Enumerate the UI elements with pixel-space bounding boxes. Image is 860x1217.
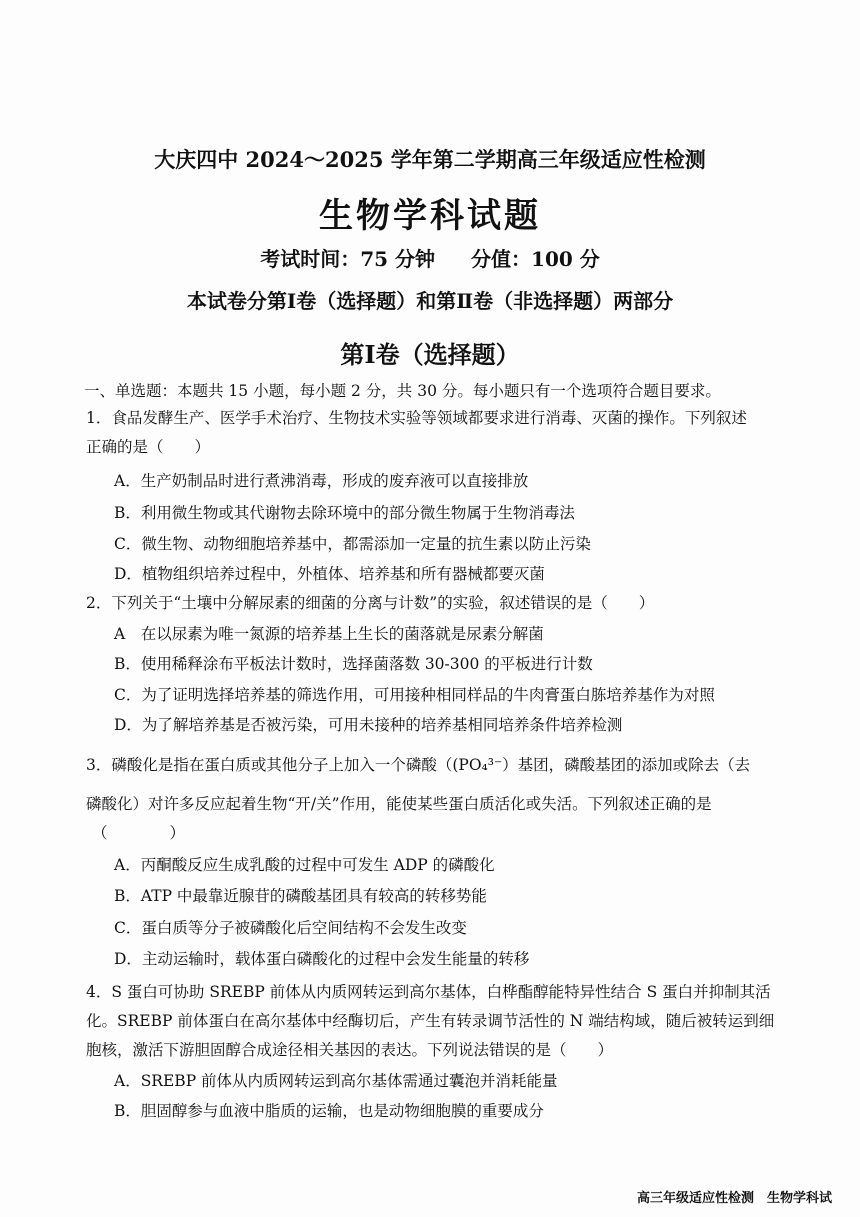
question-3-stem-line-2: 磷酸化）对许多反应起着生物“开/关”作用，能使某些蛋白质活化或失活。下列叙述正确的是 [86, 795, 712, 813]
question-1-option-a: A．生产奶制品时进行煮沸消毒，形成的废弃液可以直接排放 [114, 472, 529, 490]
question-2-stem-line-1: 2．下列关于“土壤中分解尿素的细菌的分离与计数”的实验，叙述错误的是（ ） [86, 594, 655, 612]
question-4-option-b: B．胆固醇参与血液中脂质的运输，也是动物细胞膜的重要成分 [114, 1102, 544, 1120]
question-3-stem-line-1: 3．磷酸化是指在蛋白质或其他分子上加入一个磷酸（(PO₄³⁻）基团，磷酸基团的添加或除去（去 [86, 756, 751, 774]
exam-score: 分值：100 分 [471, 247, 600, 271]
question-1-option-d: D．植物组织培养过程中，外植体、培养基和所有器械都要灭菌 [114, 565, 545, 583]
question-4-stem-line-3: 胞核，激活下游胆固醇合成途径相关基因的表达。下列说法错误的是（ ） [86, 1041, 614, 1059]
question-2-option-a: A 在以尿素为唯一氮源的培养基上生长的菌落就是尿素分解菌 [114, 625, 544, 643]
question-1-option-b: B．利用微生物或其代谢物去除环境中的部分微生物属于生物消毒法 [114, 504, 575, 522]
part-title: 第Ⅰ卷（选择题） [340, 340, 520, 369]
question-1-option-c: C．微生物、动物细胞培养基中，都需添加一定量的抗生素以防止污染 [114, 535, 591, 553]
question-4-stem-line-2: 化。SREBP 前体蛋白在高尔基体中经酶切后，产生有转录调节活性的 N 端结构域，随后被转运到细 [86, 1012, 775, 1030]
question-4-option-a: A．SREBP 前体从内质网转运到高尔基体需通过囊泡并消耗能量 [114, 1072, 558, 1090]
question-4-stem-line-1: 4．S 蛋白可协助 SREBP 前体从内质网转运到高尔基体，白桦酯醇能特异性结合 S 蛋白并抑制其活 [86, 983, 771, 1001]
question-3-stem-line-3: （ ） [92, 824, 186, 842]
question-1-stem-line-1: 1．食品发酵生产、医学手术治疗、生物技术实验等领域都要求进行消毒、灭菌的操作。下列叙述 [86, 409, 747, 427]
question-2-option-b: B．使用稀释涂布平板法计数时，选择菌落数 30-300 的平板进行计数 [114, 655, 593, 673]
section-instruction: 一、单选题：本题共 15 小题，每小题 2 分，共 30 分。每小题只有一个选项符合题目要求。 [84, 382, 721, 400]
page-footer: 高三年级适应性检测 生物学科试 [636, 1191, 832, 1206]
exam-time: 考试时间：75 分钟 [260, 247, 436, 271]
question-2-option-d: D．为了解培养基是否被污染，可用未接种的培养基相同培养条件培养检测 [114, 716, 623, 734]
school-exam-line: 大庆四中 2024～2025 学年第二学期高三年级适应性检测 [154, 147, 706, 172]
question-3-option-a: A．丙酮酸反应生成乳酸的过程中可发生 ADP 的磷酸化 [114, 856, 495, 874]
subject-title: 生物学科试题 [319, 196, 541, 236]
question-3-option-d: D．主动运输时，载体蛋白磷酸化的过程中会发生能量的转移 [114, 950, 530, 968]
question-1-stem-line-2: 正确的是（ ） [86, 438, 211, 456]
question-3-option-c: C．蛋白质等分子被磷酸化后空间结构不会发生改变 [114, 919, 467, 937]
question-2-option-c: C．为了证明选择培养基的筛选作用，可用接种相同样品的牛肉膏蛋白胨培养基作为对照 [114, 686, 715, 704]
exam-info [0, 243, 860, 272]
structure-note: 本试卷分第Ⅰ卷（选择题）和第Ⅱ卷（非选择题）两部分 [186, 289, 674, 313]
question-3-option-b: B．ATP 中最靠近腺苷的磷酸基团具有较高的转移势能 [114, 887, 487, 905]
